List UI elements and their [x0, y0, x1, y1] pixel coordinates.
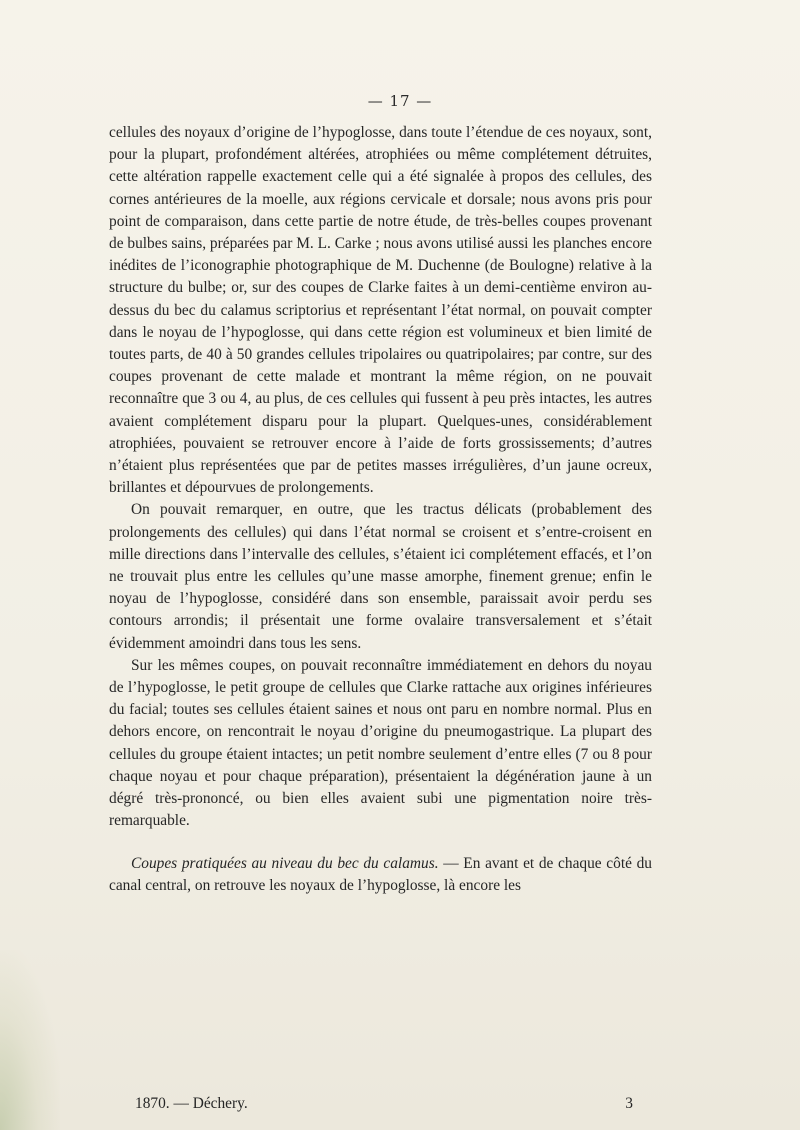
paragraph-1: cellules des noyaux d’origine de l’hypoglosse, dans toute l’étendue de ces noyaux, sont, pour la plupart, profondément altérées, atrophiées ou même complétement détruites, cette altération rappelle exactement celle qui a été signalée à propos des cellules, des cornes antérieures de la moelle, aux régions cervicale et dorsale; nous avons pris pour point de comparaison, dans cette partie de notre étude, de très-belles coupes provenant de bulbes sains, préparées par M. L. Carke ; nous avons utilisé aussi les planches encore inédites de l’iconographie photographique de M. Duchenne (de Boulogne) relative à la structure du bulbe; or, sur des coupes de Clarke faites à un demi-centième environ au-dessus du bec du calamus scriptorius et représentant l’état normal, on pouvait compter dans le noyau de l’hypoglosse, qui dans cette région est volumineux et bien limité de toutes parts, de 40 à 50 grandes cellules tripolaires ou quatripolaires; par contre, sur des coupes provenant de cette malade et montrant la même région, on ne pouvait reconnaître que 3 ou 4, au plus, de ces cellules qui fussent à peu près intactes, les autres avaient complétement disparu pour la plupart. Quelques-unes, considérablement atrophiées, pouvaient se retrouver encore à l’aide de forts grossissements; d’autres n’étaient plus représentées que par de petites masses irrégulières, d’un jaune ocreux, brillantes et dépourvues de prolongements. — [109, 124, 652, 497]
footer-signature: 1870. — Déchery. — [135, 1095, 248, 1112]
paper-stain — [0, 950, 60, 1130]
page-footer — [135, 1095, 633, 1113]
paragraph-3: Sur les mêmes coupes, on pouvait reconnaître immédiatement en dehors du noyau de l’hypoglosse, le petit groupe de cellules que Clarke rattache aux origines inférieures du facial; toutes ses cellules étaient saines et nous ont paru en nombre normal. Plus en dehors encore, on rencontrait le noyau d’origine du pneumogastrique. La plupart des cellules du groupe étaient intactes; un petit nombre seulement d’entre elles (7 ou 8 pour chaque noyau et pour chaque préparation), présentaient la dégénération jaune à un dégré très-prononcé, ou bien elles avaient subi une pigmentation noire très-remarquable. — [109, 656, 652, 830]
section-paragraph — [109, 853, 652, 897]
paragraph-2: On pouvait remarquer, en outre, que les tractus délicats (probablement des prolongements des cellules) qui dans l’état normal se croisent et s’entre-croisent en mille directions dans l’intervalle des cellules, s’étaient ici complétement effacés, et l’on ne trouvait plus entre les cellules qu’une masse amorphe, finement grenue; enfin le noyau de l’hypoglosse, considéré dans son ensemble, paraissait avoir perdu ses contours arrondis; il présentait une forme ovalaire transversalement et s’était évidemment amoindri dans tous les sens. — [109, 501, 652, 652]
section-text: — En avant et de chaque côté du canal central, on retrouve les noyaux de l’hypoglosse, là encore les — [109, 854, 652, 894]
section-title: Coupes pratiquées au niveau du bec du calamus. — [131, 854, 439, 872]
footer-sheet-number: 3 — [625, 1095, 633, 1112]
body-text — [109, 122, 652, 897]
page-number: — 17 — — [367, 92, 433, 110]
